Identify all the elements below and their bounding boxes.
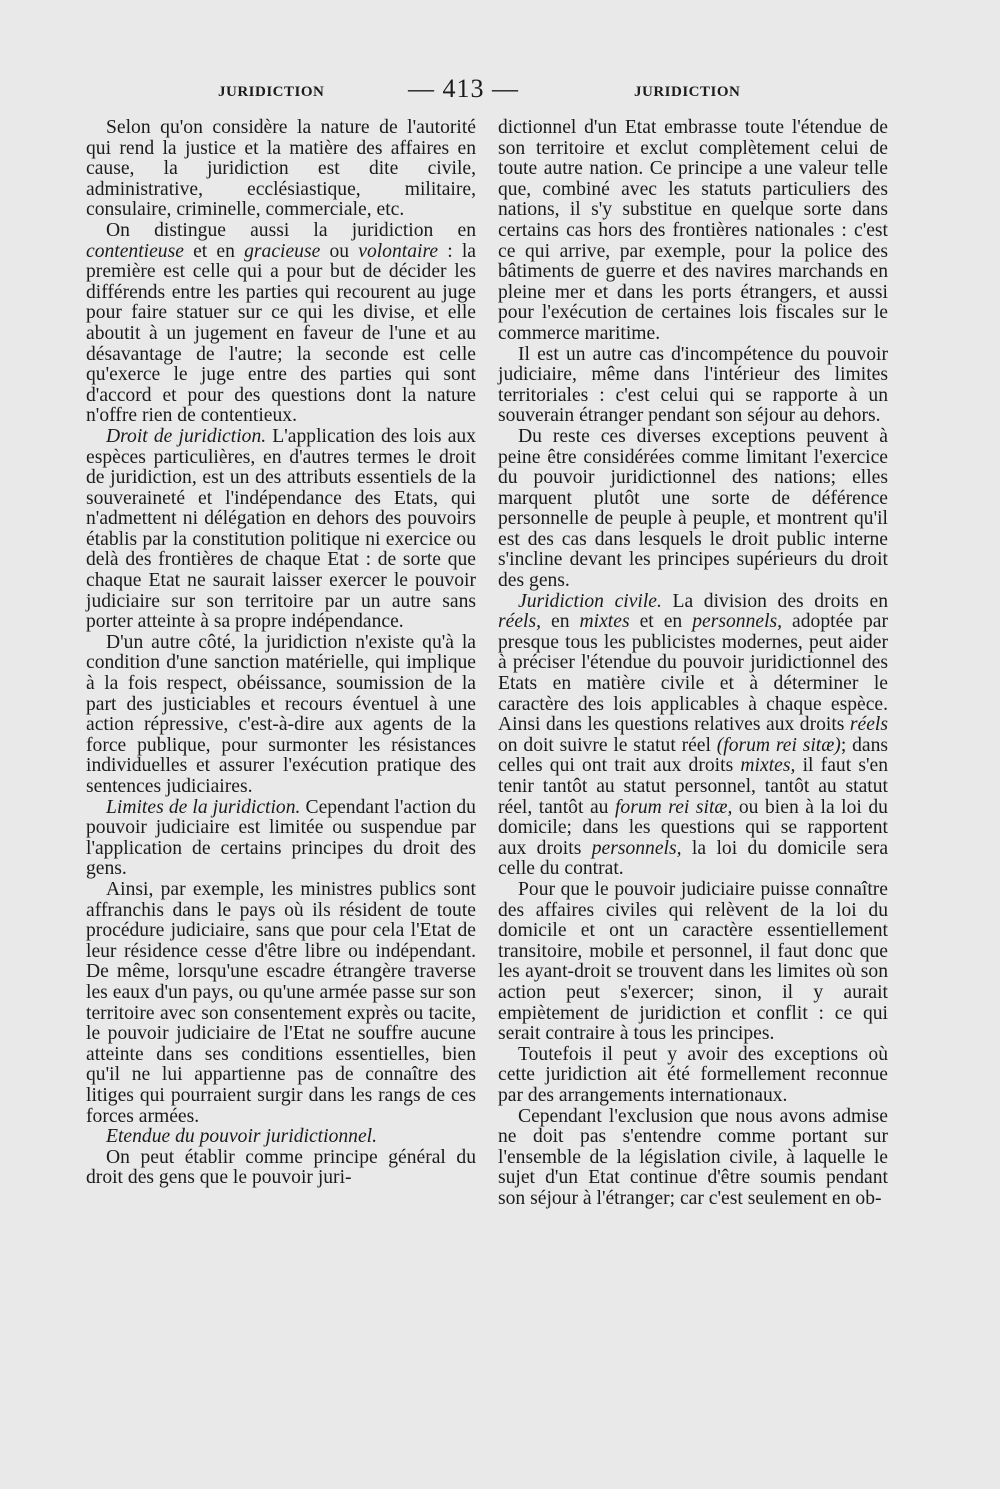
paragraph bbox=[86, 1127, 476, 1148]
paragraph: On peut établir comme principe général du droit des gens que le pouvoir juri- bbox=[86, 1146, 476, 1189]
text-run: en bbox=[541, 611, 580, 633]
text-run: L'application des lois aux espèces particulières, en d'autres termes le droit de juridiction, est un des attributs essentiels de la souveraineté et l'indépendance des Etats, qui n'admettent ni délégation en dehors des pouvoirs établis par la constitution politique ni exercice ou delà des frontières de chaque Etat : de sorte que chaque Etat ne saurait laisser exercer le pouvoir judiciaire sur son territoire par un autre sans porter atteinte à sa propre indépendance. bbox=[86, 425, 476, 633]
text-run: et en bbox=[629, 611, 693, 633]
italic-text: réels bbox=[849, 714, 888, 736]
text-run: : la première est celle qui a pour but de décider les différends entre les parties qui recourent au juge pour faire statuer sur ce qui les divise, et elle aboutit à un jugement en faveur de l'une et au désavantage de l'autre; la seconde est celle qu'exerce le juge entre des parties qui sont d'accord et pour des questions dont la nature n'offre rien de contentieux. bbox=[86, 240, 476, 427]
italic-text: Etendue du pouvoir juridictionnel. bbox=[106, 1126, 378, 1148]
paragraph: Ainsi, par exemple, les ministres publics sont affranchis dans le pays où ils résident de toute procédure judiciaire, sans que pour cela l'Etat de leur résidence cesse d'être libre ou indépendant. De même, lorsqu'une escadre étrangère traverse les eaux d'un pays, ou qu'une armée passe sur son territoire avec son consentement exprès ou tacite, le pouvoir judiciaire de l'Etat ne souffre aucune atteinte dans ses conditions essentielles, bien qu'il ne lui appartienne pas de connaître des litiges qui pourraient surgir dans les rangs de ces forces armées. bbox=[86, 878, 476, 1127]
italic-text: contentieuse bbox=[86, 240, 184, 262]
paragraph: dictionnel d'un Etat embrasse toute l'étendue de son territoire et exclut complètement celui de toute autre nation. Ce principe a une valeur telle que, combiné avec les statuts particuliers des nations, il s'y substitue en quelque sorte dans certains cas hors des frontières nationales : c'est ce qui arrive, par exemple, pour la police des bâtiments de guerre et des navires marchands en pleine mer et dans les ports étrangers, et aussi pour l'exécution de certaines lois fiscales sur le commerce maritime. bbox=[498, 117, 888, 344]
left-column bbox=[86, 118, 476, 1189]
right-column bbox=[498, 118, 888, 1209]
italic-text: mixtes, bbox=[740, 755, 796, 777]
text-run: ; dans celles qui ont trait aux droits bbox=[498, 734, 888, 777]
paragraph: Du reste ces diverses exceptions peuvent à peine être considérées comme limitant l'exercice du pouvoir juridictionnel des nations; elles marquent plutôt une sorte de déférence personnelle de peuple à peuple, et montrent qu'il est des cas dans lesquels le droit public interne s'incline devant les principes supérieurs du droit des gens. bbox=[498, 425, 888, 592]
text-run: Cependant l'action du pouvoir judiciaire est limitée ou suspendue par l'application de certains principes du droit des gens. bbox=[86, 796, 476, 880]
running-head-left: JURIDICTION bbox=[218, 84, 325, 100]
running-head-right: JURIDICTION bbox=[634, 84, 741, 100]
italic-text: personnels, bbox=[692, 611, 783, 633]
text-run: La division des droits en bbox=[661, 590, 889, 612]
text-run: on doit suivre le statut réel bbox=[498, 734, 717, 756]
italic-text: personnels, bbox=[591, 837, 682, 859]
text-run: On distingue aussi la juridiction en bbox=[106, 219, 476, 241]
page-number: — 413 — bbox=[408, 74, 519, 103]
paragraph bbox=[498, 592, 888, 880]
paragraph bbox=[86, 221, 476, 427]
paragraph: Cependant l'exclusion que nous avons admise ne doit pas s'entendre comme portant sur l'ensemble de la législation civile, à laquelle le sujet d'un Etat continue d'être soumis pendant son séjour à l'étranger; car c'est seulement en ob- bbox=[498, 1105, 888, 1209]
italic-text: réels, bbox=[498, 611, 541, 633]
text-run: ou bbox=[320, 240, 359, 262]
paragraph bbox=[86, 798, 476, 880]
italic-text: volontaire bbox=[358, 240, 439, 262]
text-run: il faut s'en tenir tantôt au statut personnel, tantôt au statut réel, tantôt au bbox=[498, 755, 888, 818]
paragraph: D'un autre côté, la juridiction n'existe qu'à la condition d'une sanction matérielle, qui implique à la fois respect, obéissance, soumission de la part des justiciables et recours éventuel à une action répressive, c'est-à-dire aux agents de la force publique, pour surmonter les résistances individuelles et assurer l'exécution pratique des sentences judiciaires. bbox=[86, 631, 476, 797]
italic-text: Juridiction civile. bbox=[518, 590, 662, 612]
paragraph: Toutefois il peut y avoir des exceptions où cette juridiction ait été formellement reconnue par des arrangements internationaux. bbox=[498, 1043, 888, 1106]
text-run: ou bien à la loi du domicile; dans les questions qui se rapportent aux droits bbox=[498, 796, 888, 859]
italic-text: forum rei sitæ, bbox=[614, 796, 733, 818]
paragraph: Selon qu'on considère la nature de l'autorité qui rend la justice et la matière des affaires en cause, la juridiction est dite civile, administrative, ecclésiastique, militaire, consulaire, criminelle, commerciale, etc. bbox=[86, 117, 476, 221]
italic-text: gracieuse bbox=[244, 240, 321, 262]
italic-text: (forum rei sitæ) bbox=[716, 734, 841, 756]
text-run: la loi du domicile sera celle du contrat. bbox=[498, 837, 889, 880]
running-header bbox=[0, 70, 1000, 110]
italic-text: mixtes bbox=[579, 611, 630, 633]
paragraph bbox=[86, 427, 476, 633]
italic-text: Limites de la juridiction. bbox=[106, 796, 301, 818]
text-run: adoptée par presque tous les publicistes modernes, peut aider à préciser l'étendue du pouvoir juridictionnel des Etats en matière civile et à déterminer le caractère des lois applicables à chaque espèce. Ainsi dans les questions relatives aux droits bbox=[498, 611, 888, 736]
text-run: et en bbox=[183, 240, 245, 262]
paragraph: Il est un autre cas d'incompétence du pouvoir judiciaire, même dans l'intérieur des limites territoriales : c'est celui qui se rapporte à un souverain étranger pendant son séjour au dehors. bbox=[498, 343, 888, 427]
italic-text: Droit de juridiction. bbox=[106, 425, 267, 447]
paragraph: Pour que le pouvoir judiciaire puisse connaître des affaires civiles qui relèvent de la loi du domicile et ont un caractère essentiellement transitoire, mobile et personnel, il faut donc que les ayant-droit se trouvent dans les limites où son action peut s'exercer; sinon, il y aurait empiètement de juridiction et conflit : ce qui serait contraire à tous les principes. bbox=[498, 878, 888, 1045]
